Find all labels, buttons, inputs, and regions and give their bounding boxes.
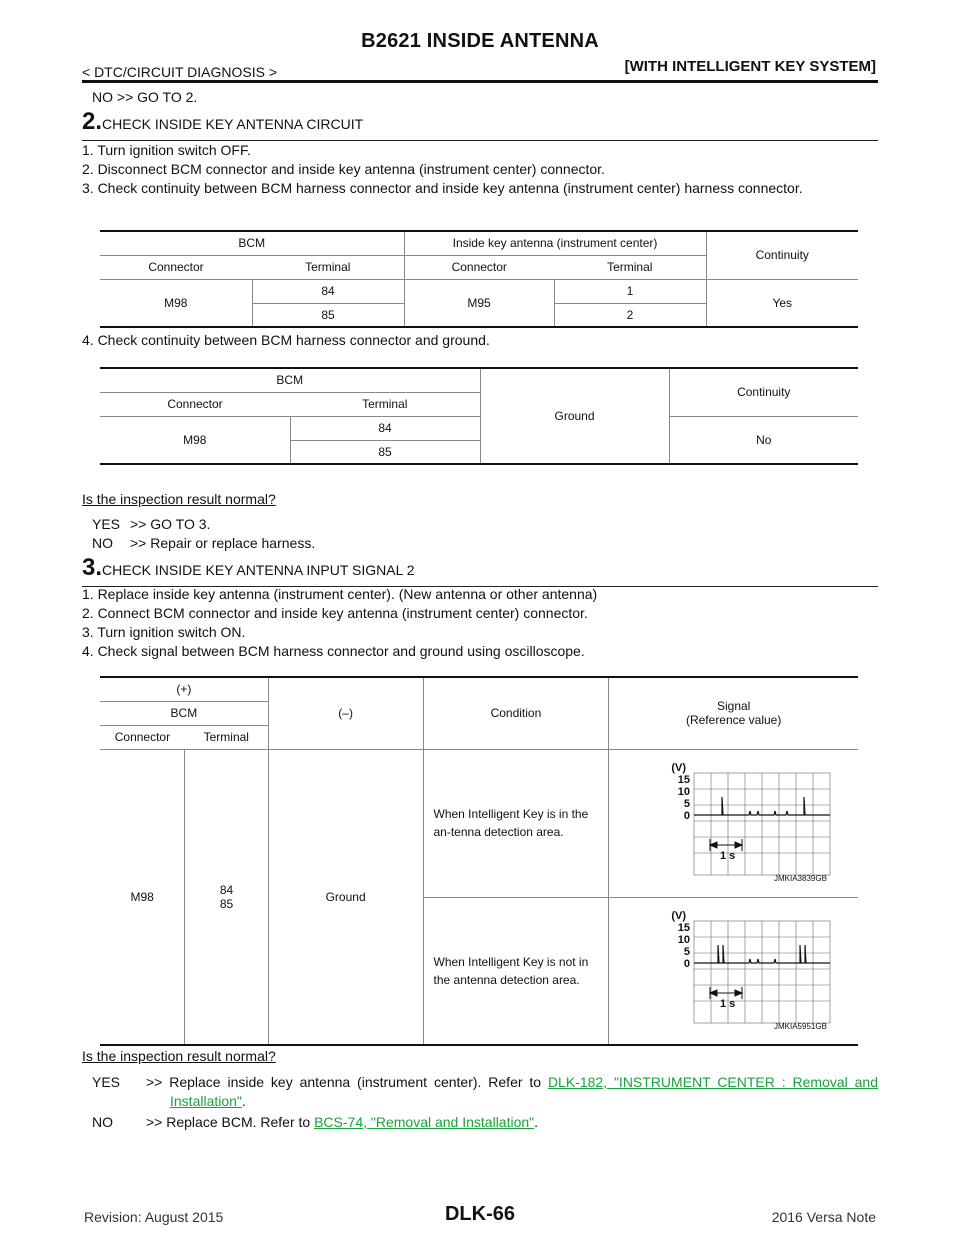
bcm-connector: M98	[100, 416, 290, 464]
col-header-connector: Connector	[100, 255, 252, 279]
model-year: 2016 Versa Note	[771, 1209, 876, 1225]
answer-yes: YES >> Replace inside key antenna (instrument center). Refer to DLK-182, "INSTRUMENT CENTER : Removal and Installation".	[92, 1074, 878, 1109]
instruction-item: 1. Turn ignition switch OFF.	[82, 142, 251, 158]
step-3-instructions	[82, 585, 878, 661]
instruction-item: 2. Connect BCM connector and inside key antenna (instrument center) connector.	[82, 605, 588, 621]
oscilloscope-signal-table	[100, 676, 858, 1046]
col-header-terminal: Terminal	[252, 255, 404, 279]
condition-not-in-area: When Intelligent Key is not in the antenna detection area.	[423, 897, 609, 1045]
answer-no: NO >> Replace BCM. Refer to BCS-74, "Removal and Installation".	[92, 1114, 539, 1130]
col-header-minus: (–)	[268, 677, 423, 749]
answer-yes: YES >> GO TO 3.	[92, 516, 211, 532]
instruction-item: 1. Replace inside key antenna (instrument center). (New antenna or other antenna)	[82, 586, 598, 602]
instruction-item: 4. Check continuity between BCM harness connector and ground.	[82, 332, 490, 348]
col-header-antenna: Inside key antenna (instrument center)	[404, 231, 706, 255]
svg-text:15: 15	[677, 921, 690, 934]
col-header-bcm: BCM	[100, 701, 268, 725]
svg-text:JMKIA5951GB: JMKIA5951GB	[773, 1021, 827, 1031]
svg-text:0: 0	[683, 810, 690, 822]
step-number: 2.	[82, 108, 103, 135]
col-header-terminal: Terminal	[290, 392, 480, 416]
svg-text:5: 5	[683, 798, 690, 810]
col-header-continuity: Continuity	[669, 368, 858, 416]
inspection-question: Is the inspection result normal?	[82, 491, 276, 507]
step-title: CHECK INSIDE KEY ANTENNA INPUT SIGNAL 2	[102, 562, 415, 578]
col-header-terminal: Terminal	[185, 725, 268, 749]
step-number: 3.	[82, 554, 103, 581]
bcm-terminal: 84	[290, 416, 480, 440]
header-rule	[82, 80, 878, 83]
page-code: DLK-66	[444, 1203, 515, 1225]
col-header-plus: (+)	[100, 677, 268, 701]
col-header-signal: Signal (Reference value)	[609, 677, 858, 749]
col-header-connector: Connector	[100, 725, 185, 749]
ground-cell: Ground	[480, 368, 669, 464]
svg-text:10: 10	[677, 786, 690, 798]
answer-no: NO >> Repair or replace harness.	[92, 535, 316, 551]
col-header-bcm: BCM	[100, 231, 404, 255]
waveform-not-in-area	[609, 897, 858, 1045]
instruction-item: 2. Disconnect BCM connector and inside key antenna (instrument center) connector.	[82, 161, 605, 177]
bcm-connector: M98	[100, 749, 185, 1045]
ground-cell: Ground	[268, 749, 423, 1045]
antenna-terminal: 2	[554, 303, 706, 327]
continuity-table-antenna	[100, 230, 858, 328]
revision-date: Revision: August 2015	[84, 1209, 224, 1225]
section-breadcrumb: < DTC/CIRCUIT DIAGNOSIS >	[82, 64, 277, 80]
bcm-terminals: 84 85	[185, 749, 268, 1045]
svg-text:1 s: 1 s	[719, 997, 735, 1010]
continuity-result: No	[756, 432, 772, 447]
col-header-terminal: Terminal	[554, 255, 706, 279]
svg-text:15: 15	[677, 774, 690, 786]
antenna-terminal: 1	[554, 279, 706, 303]
svg-text:(V): (V)	[671, 763, 686, 774]
svg-text:(V): (V)	[671, 910, 686, 922]
instruction-item: 3. Check continuity between BCM harness connector and inside key antenna (instrument center) harness connector.	[82, 180, 803, 196]
col-header-continuity: Continuity	[706, 231, 858, 279]
waveform-in-area	[609, 749, 858, 897]
col-header-connector: Connector	[404, 255, 554, 279]
bcm-terminal: 84	[252, 279, 404, 303]
step-2-heading	[82, 108, 878, 141]
previous-step-no: NO >> GO TO 2.	[92, 89, 198, 105]
link-instrument-center-removal[interactable]: DLK-182, "INSTRUMENT CENTER : Removal and Installation"	[170, 1074, 878, 1109]
step-title: CHECK INSIDE KEY ANTENNA CIRCUIT	[102, 116, 364, 132]
antenna-connector: M95	[404, 279, 554, 327]
system-label: [WITH INTELLIGENT KEY SYSTEM]	[624, 58, 876, 75]
link-bcm-removal[interactable]: BCS-74, "Removal and Installation"	[314, 1114, 535, 1130]
svg-text:JMKIA3839GB: JMKIA3839GB	[773, 874, 827, 883]
step-2-instructions-cont	[82, 331, 878, 350]
svg-text:5: 5	[683, 945, 690, 958]
instruction-item: 3. Turn ignition switch ON.	[82, 624, 246, 640]
bcm-terminal: 85	[290, 440, 480, 464]
oscilloscope-waveform-pulses	[624, 763, 844, 883]
col-header-connector: Connector	[100, 392, 290, 416]
svg-text:0: 0	[683, 957, 690, 970]
col-header-bcm: BCM	[100, 368, 480, 392]
continuity-table-ground	[100, 367, 858, 465]
condition-in-area: When Intelligent Key is in the an-tenna detection area.	[423, 749, 609, 897]
oscilloscope-waveform-pulses	[624, 911, 844, 1031]
continuity-result: Yes	[772, 295, 793, 310]
svg-text:10: 10	[677, 933, 690, 946]
col-header-condition: Condition	[423, 677, 609, 749]
instruction-item: 4. Check signal between BCM harness connector and ground using oscilloscope.	[82, 643, 585, 659]
svg-text:1 s: 1 s	[719, 850, 735, 862]
step-3-heading	[82, 554, 878, 587]
inspection-question: Is the inspection result normal?	[82, 1048, 276, 1064]
bcm-terminal: 85	[252, 303, 404, 327]
page-title: B2621 INSIDE ANTENNA	[361, 30, 599, 52]
bcm-connector: M98	[100, 279, 252, 327]
step-2-instructions	[82, 141, 878, 198]
